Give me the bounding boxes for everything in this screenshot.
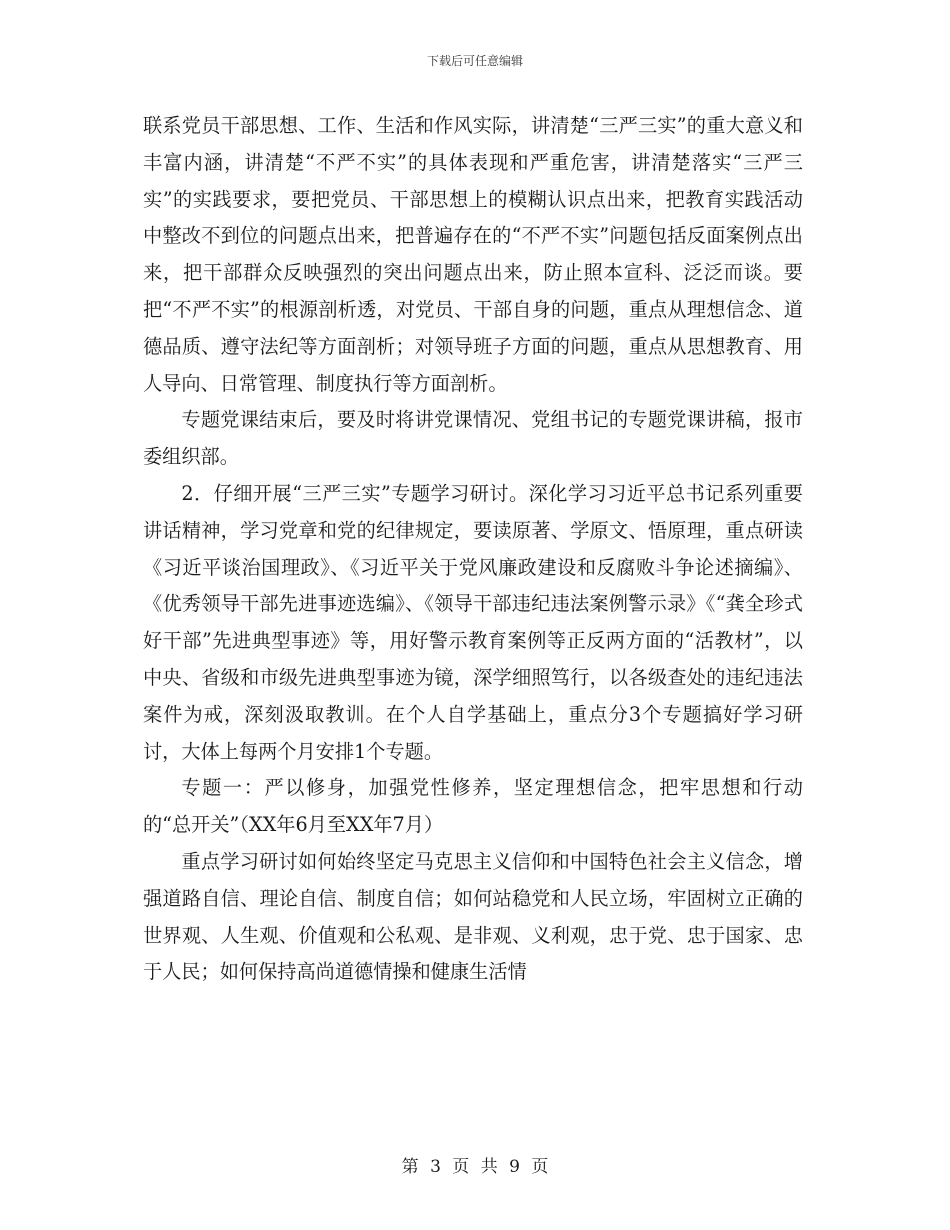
document-body [143, 108, 803, 991]
paragraph-5: 重点学习研讨如何始终坚定马克思主义信仰和中国特色社会主义信念，增强道路自信、理论自信、制度自信；如何站稳党和人民立场，牢固树立正确的世界观、人生观、价值观和公私观、是非观、义利观，忠于党、忠于国家、忠于人民；如何保持高尚道德情操和健康生活情 [143, 849, 803, 984]
page-number: 第 3 页 共 9 页 [401, 1157, 549, 1177]
paragraph-2: 专题党课结束后，要及时将讲党课情况、党组书记的专题党课讲稿，报市委组织部。 [143, 408, 803, 469]
paragraph-3: 2．仔细开展“三严三实”专题学习研讨。深化学习习近平总书记系列重要讲话精神，学习党章和党的纪律规定，要读原著、学原文、悟原理，重点研读《习近平谈治国理政》、《习近平关于党风廉政建设和反腐败斗争论述摘编》、《优秀领导干部先进事迹选编》、《领导干部违纪违法案例警示录》《“龚全珍式好干部”先进典型事迹》等，用好警示教育案例等正反两方面的“活教材”，以中央、省级和市级先进典型事迹为镜，深学细照笃行，以各级查处的违纪违法案件为戒，深刻汲取教训。在个人自学基础上，重点分3个专题搞好学习研讨，大体上每两个月安排1个专题。 [143, 481, 803, 763]
page-header: 下载后可任意编辑 [426, 54, 523, 68]
paragraph-4: 专题一：严以修身，加强党性修养，坚定理想信念，把牢思想和行动的“总开关”（XX年6月至XX年7月） [143, 776, 803, 837]
paragraph-1: 联系党员干部思想、工作、生活和作风实际，讲清楚“三严三实”的重大意义和丰富内涵，讲清楚“不严不实”的具体表现和严重危害，讲清楚落实“三严三实”的实践要求，要把党员、干部思想上的模糊认识点出来，把教育实践活动中整改不到位的问题点出来，把普遍存在的“不严不实”问题包括反面案例点出来，把干部群众反映强烈的突出问题点出来，防止照本宣科、泛泛而谈。要把“不严不实”的根源剖析透，对党员、干部自身的问题，重点从理想信念、道德品质、遵守法纪等方面剖析；对领导班子方面的问题，重点从思想教育、用人导向、日常管理、制度执行等方面剖析。 [143, 114, 803, 395]
